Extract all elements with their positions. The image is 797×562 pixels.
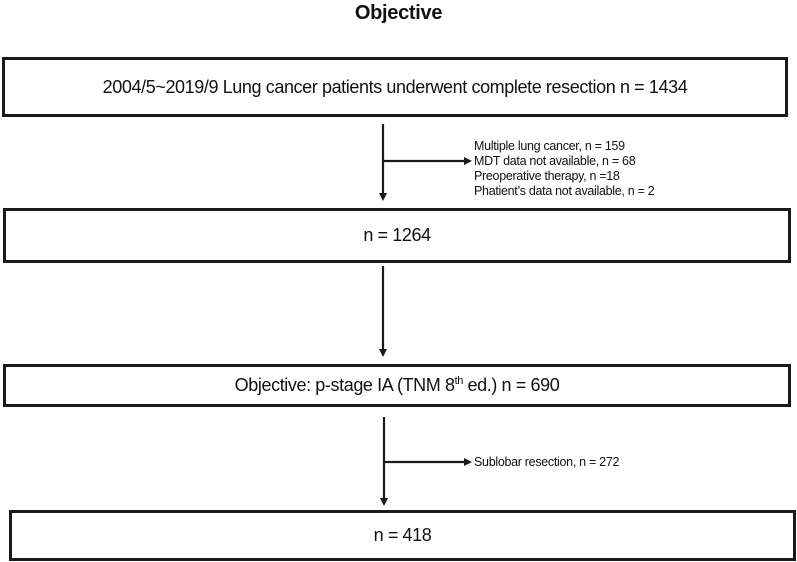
exclusion-item: Preoperative therapy, n =18 [474, 169, 620, 183]
exclusion-item: Sublobar resection, n = 272 [474, 455, 620, 469]
exclusion-item: MDT data not available, n = 68 [474, 154, 636, 168]
box-after-exclusion-label: n = 1264 [363, 225, 431, 245]
diagram-title: Objective [354, 2, 443, 24]
exclusion-item: Phatient’s data not available, n = 2 [474, 184, 655, 198]
box-cohort-label: 2004/5~2019/9 Lung cancer patients underwent complete resection n = 1434 [102, 76, 688, 97]
box-objective-label: Objective: p-stage IA (TNM 8th ed.) n = 690 [234, 375, 560, 395]
box-final-label: n = 418 [373, 525, 432, 545]
exclusion-item: Multiple lung cancer, n = 159 [474, 139, 625, 153]
